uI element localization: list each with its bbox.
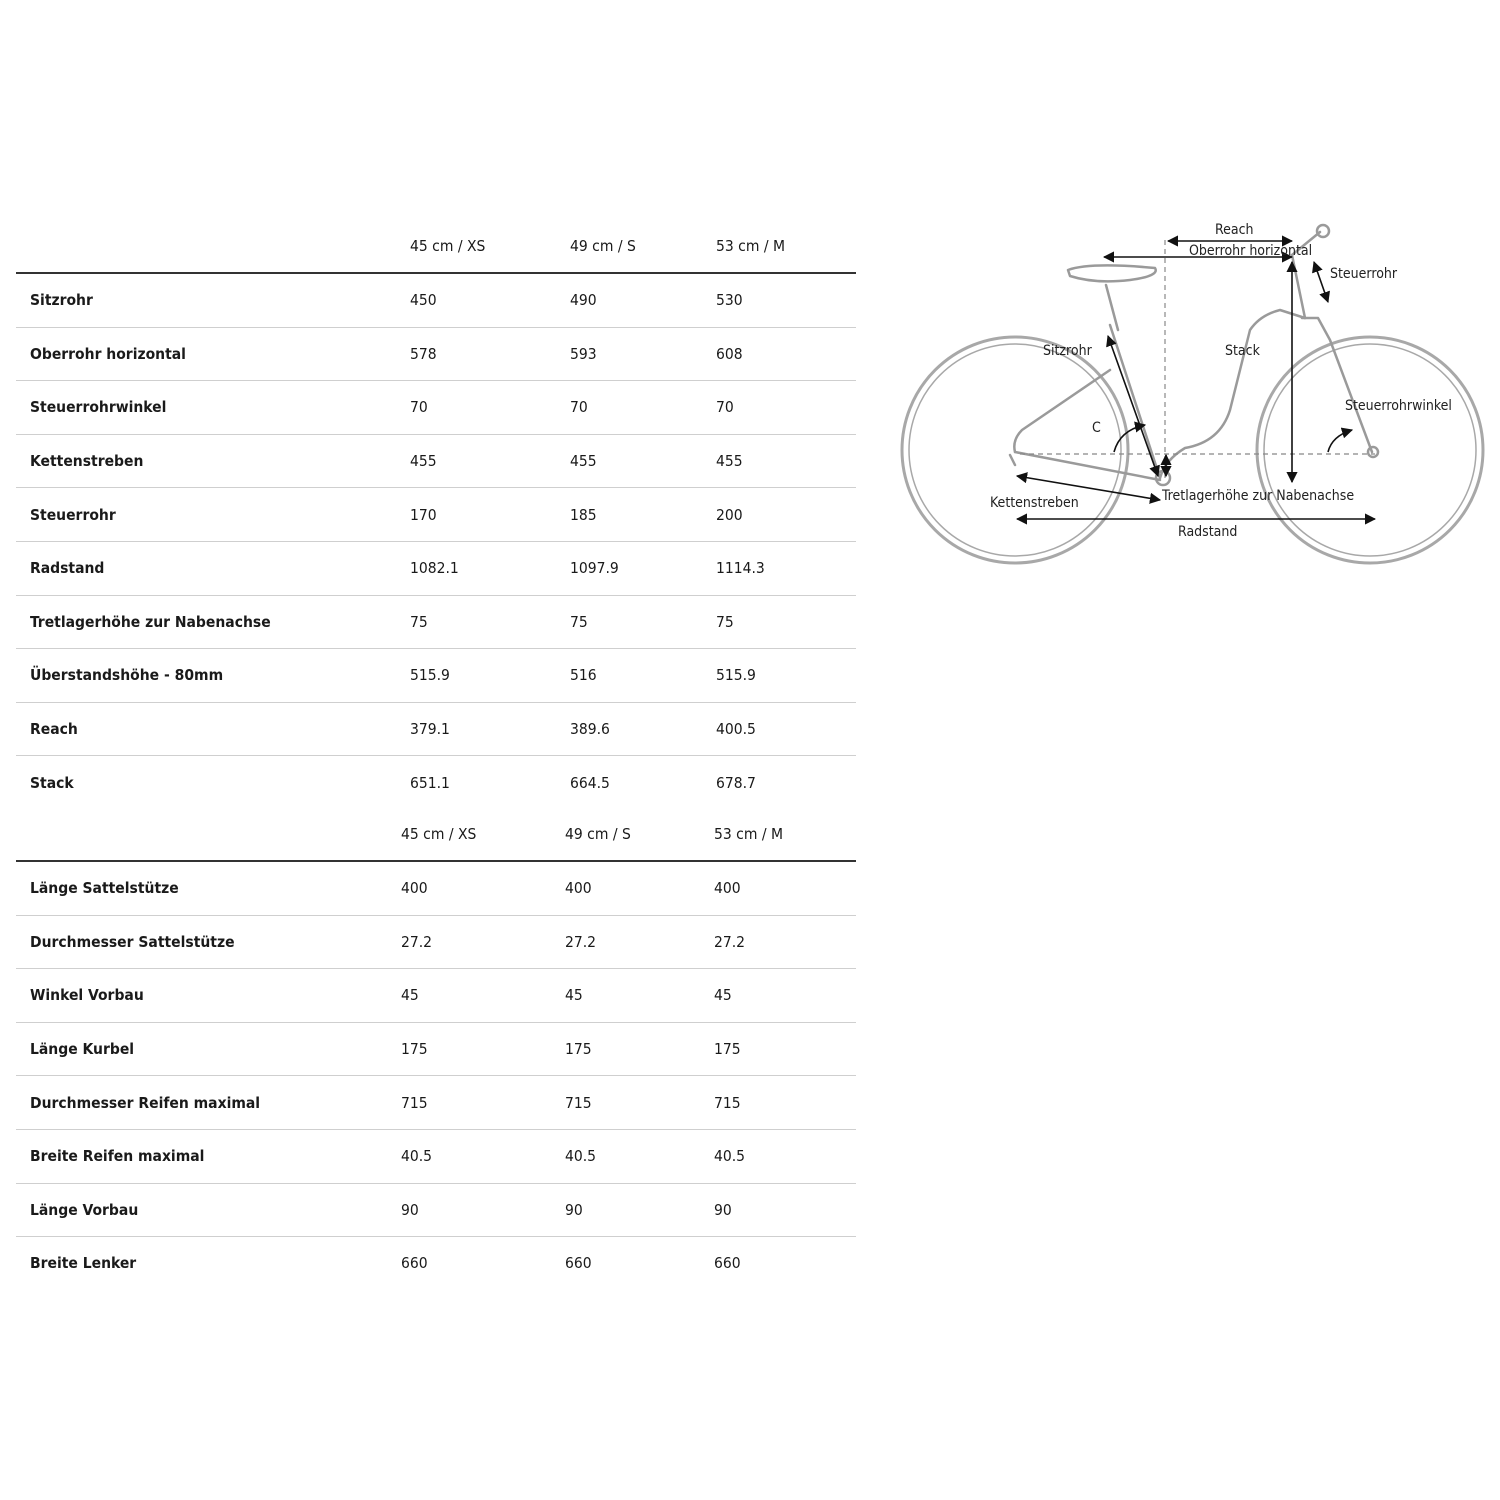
cell-value: 660 <box>714 1254 741 1273</box>
cell-value: 40.5 <box>401 1129 565 1183</box>
cell-value: 400 <box>714 861 856 915</box>
cell-value: 400 <box>565 861 714 915</box>
table-row <box>16 969 856 1023</box>
cell-value: 455 <box>716 434 856 488</box>
cell-value: 40.5 <box>565 1129 714 1183</box>
cell-value: 608 <box>716 327 856 381</box>
cell-value: 715 <box>714 1076 856 1130</box>
geometry-header-size-xs: 45 cm / XS <box>410 220 570 273</box>
cell-value: 90 <box>401 1183 565 1237</box>
cell-value: 515.9 <box>410 649 570 703</box>
table-row <box>16 1022 856 1076</box>
row-label: Überstandshöhe - 80mm <box>16 649 410 703</box>
cell-value: 75 <box>410 595 570 649</box>
row-label: Reach <box>16 702 410 756</box>
steuerrohr-arrow <box>1314 262 1328 302</box>
cell-value: 490 <box>570 273 716 327</box>
cell-value: 75 <box>570 595 716 649</box>
row-label: Länge Kurbel <box>16 1022 401 1076</box>
row-label: Länge Sattelstütze <box>16 861 401 915</box>
cell-value: 715 <box>565 1076 714 1130</box>
cell-value: 90 <box>565 1183 714 1237</box>
cell-value: 455 <box>410 434 570 488</box>
table-row <box>16 649 856 703</box>
components-table <box>16 808 856 1290</box>
row-label: Kettenstreben <box>16 434 410 488</box>
cell-value: 678.7 <box>716 773 756 792</box>
cell-value: 75 <box>716 595 856 649</box>
label-kettenstreben: Kettenstreben <box>990 495 1079 511</box>
cell-value: 660 <box>401 1254 428 1273</box>
cell-value: 170 <box>410 488 570 542</box>
table-row <box>16 381 856 435</box>
cell-value: 578 <box>410 327 570 381</box>
table-row <box>16 595 856 649</box>
label-sitzrohr: Sitzrohr <box>1043 343 1092 359</box>
row-label: Winkel Vorbau <box>16 969 401 1023</box>
table-row <box>16 702 856 756</box>
cell-value: 530 <box>716 273 856 327</box>
label-radstand: Radstand <box>1178 524 1238 540</box>
cell-value: 515.9 <box>716 649 856 703</box>
components-header-empty <box>16 808 401 861</box>
components-header-row <box>16 808 856 861</box>
cell-value: 185 <box>570 488 716 542</box>
cell-value: 450 <box>410 273 570 327</box>
label-angle-c: C <box>1092 420 1101 436</box>
table-row <box>16 273 856 327</box>
geometry-header-row <box>16 220 856 273</box>
row-label: Steuerrohr <box>16 488 410 542</box>
steuerrohrwinkel-arc <box>1328 430 1352 452</box>
table-row <box>16 756 856 809</box>
cell-value: 70 <box>570 381 716 435</box>
cell-value: 664.5 <box>570 773 610 792</box>
cell-value: 1097.9 <box>570 541 716 595</box>
cell-value: 1114.3 <box>716 541 856 595</box>
geometry-header-empty <box>16 220 410 273</box>
geometry-header-size-m: 53 cm / M <box>716 220 856 273</box>
table-row <box>16 1129 856 1183</box>
cell-value: 175 <box>401 1022 565 1076</box>
label-reach: Reach <box>1215 222 1254 238</box>
row-label: Breite Reifen maximal <box>16 1129 401 1183</box>
cell-value: 27.2 <box>714 915 856 969</box>
cell-value: 1082.1 <box>410 541 570 595</box>
table-row <box>16 861 856 915</box>
bike-geometry-diagram <box>896 212 1488 572</box>
row-label: Durchmesser Sattelstütze <box>16 915 401 969</box>
cell-value: 70 <box>716 381 856 435</box>
row-label: Länge Vorbau <box>16 1183 401 1237</box>
label-tretlagerhoehe: Tretlagerhöhe zur Nabenachse <box>1162 488 1355 504</box>
row-label: Oberrohr horizontal <box>16 327 410 381</box>
row-label: Radstand <box>16 541 410 595</box>
label-steuerrohrwinkel: Steuerrohrwinkel <box>1345 398 1452 414</box>
components-header-size-xs: 45 cm / XS <box>401 808 565 861</box>
label-steuerrohr: Steuerrohr <box>1330 266 1398 282</box>
geometry-table <box>16 220 856 809</box>
cell-value: 389.6 <box>570 702 716 756</box>
row-label: Steuerrohrwinkel <box>16 381 410 435</box>
cell-value: 27.2 <box>565 915 714 969</box>
cell-value: 175 <box>714 1022 856 1076</box>
sitzrohr-arrow <box>1108 336 1158 476</box>
cell-value: 70 <box>410 381 570 435</box>
cell-value: 400.5 <box>716 702 856 756</box>
geometry-header-size-s: 49 cm / S <box>570 220 716 273</box>
table-row <box>16 327 856 381</box>
row-label: Stack <box>30 773 74 792</box>
row-label: Durchmesser Reifen maximal <box>16 1076 401 1130</box>
table-row <box>16 1237 856 1290</box>
label-oberrohr-horizontal: Oberrohr horizontal <box>1189 243 1313 259</box>
cell-value: 40.5 <box>714 1129 856 1183</box>
cell-value: 516 <box>570 649 716 703</box>
cell-value: 45 <box>714 969 856 1023</box>
cell-value: 400 <box>401 861 565 915</box>
cell-value: 379.1 <box>410 702 570 756</box>
components-header-size-m: 53 cm / M <box>714 808 856 861</box>
cell-value: 90 <box>714 1183 856 1237</box>
table-row <box>16 434 856 488</box>
cell-value: 593 <box>570 327 716 381</box>
table-row <box>16 1183 856 1237</box>
cell-value: 45 <box>565 969 714 1023</box>
cell-value: 455 <box>570 434 716 488</box>
cell-value: 660 <box>565 1254 592 1273</box>
cell-value: 27.2 <box>401 915 565 969</box>
table-row <box>16 915 856 969</box>
table-row <box>16 488 856 542</box>
row-label: Tretlagerhöhe zur Nabenachse <box>16 595 410 649</box>
dimension-arrows <box>1017 241 1375 519</box>
row-label: Sitzrohr <box>16 273 410 327</box>
components-header-size-s: 49 cm / S <box>565 808 714 861</box>
cell-value: 175 <box>565 1022 714 1076</box>
cell-value: 651.1 <box>410 773 450 792</box>
cell-value: 715 <box>401 1076 565 1130</box>
table-row <box>16 541 856 595</box>
cell-value: 200 <box>716 488 856 542</box>
cell-value: 45 <box>401 969 565 1023</box>
table-row <box>16 1076 856 1130</box>
row-label: Breite Lenker <box>30 1254 137 1273</box>
label-stack: Stack <box>1225 343 1260 359</box>
